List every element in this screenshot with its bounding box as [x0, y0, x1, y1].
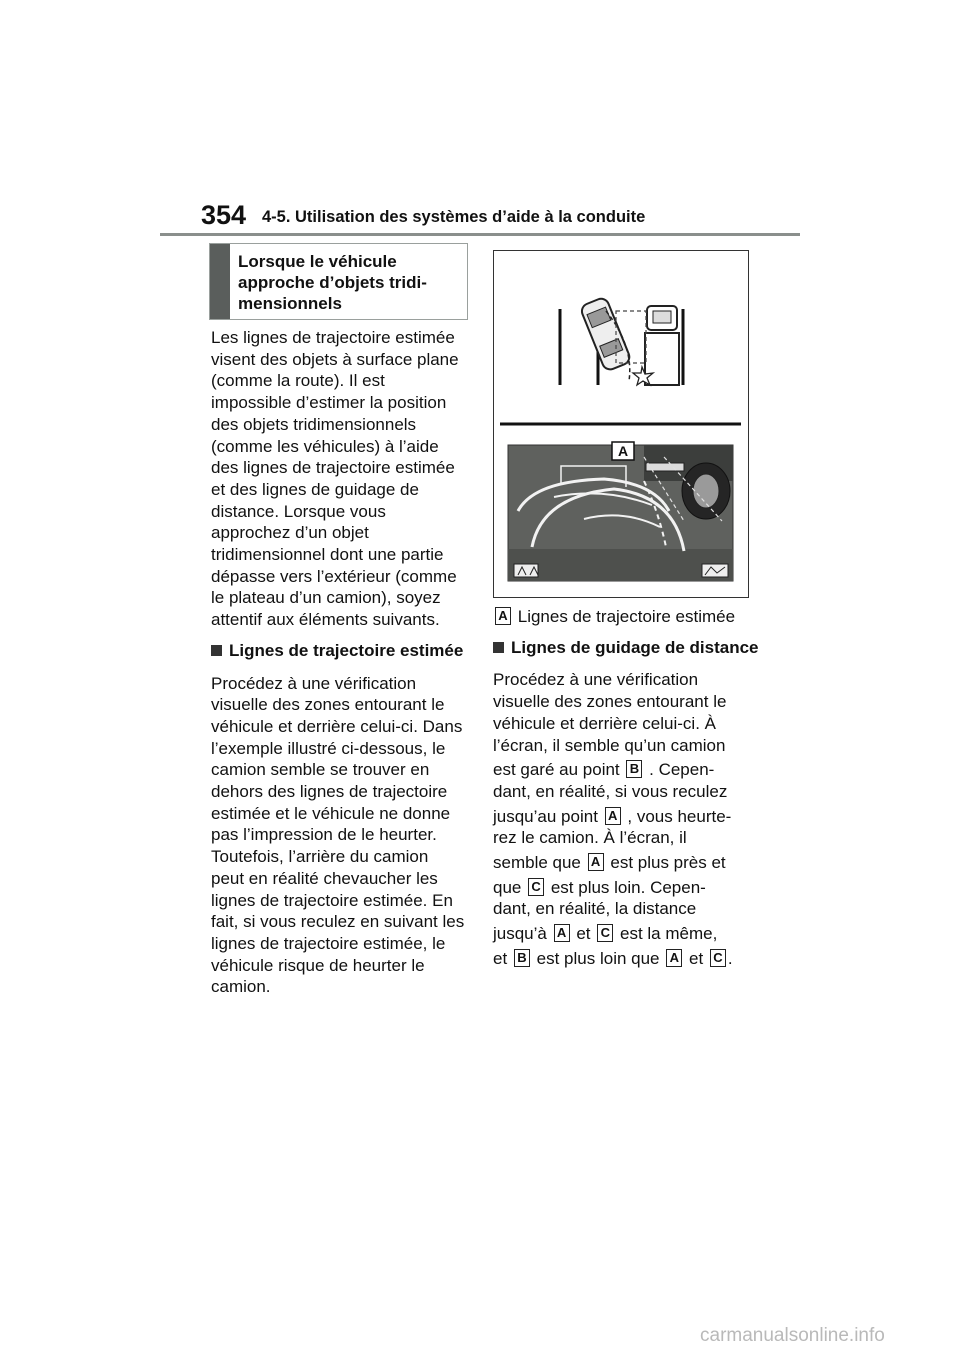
- section-title-line: approche d’objets tridi-: [238, 273, 427, 292]
- text-fragment: que: [493, 877, 522, 897]
- illustration-svg: [494, 251, 748, 597]
- subheading-trajectory: [211, 640, 466, 662]
- text-fragment: jusqu’au point: [493, 806, 598, 826]
- text-line: l’écran, il semble qu’un camion: [493, 735, 726, 755]
- parking-scene: [560, 296, 683, 385]
- text-fragment: et: [689, 948, 704, 968]
- text-line: visuelle des zones entourant le: [493, 692, 727, 712]
- letter-c-marker: C: [597, 924, 613, 942]
- text-line: [493, 948, 763, 970]
- letter-c-marker: C: [528, 878, 544, 896]
- text-line: [493, 806, 763, 828]
- square-bullet-icon: [211, 645, 222, 656]
- figure-caption: [493, 606, 763, 628]
- text-fragment: et: [493, 948, 508, 968]
- section-title: [238, 251, 427, 314]
- text-fragment: semble que: [493, 853, 581, 873]
- text-line: dant, en réalité, la distance: [493, 899, 697, 919]
- subheading-trajectory-text: Lignes de trajectoire estimée: [229, 640, 464, 660]
- text-line: [493, 759, 763, 781]
- text-fragment: est plus loin. Cepen-: [550, 877, 706, 897]
- distance-paragraph: [493, 669, 763, 969]
- letter-a-marker: A: [605, 807, 621, 825]
- square-bullet-icon: [493, 642, 504, 653]
- rear-camera-illustration: [493, 250, 749, 598]
- section-title-bar: [210, 244, 230, 319]
- letter-c-marker: C: [710, 949, 726, 967]
- text-line: rez le camion. À l’écran, il: [493, 828, 687, 848]
- text-fragment: . Cepen-: [649, 760, 715, 780]
- intro-paragraph: Les lignes de trajectoire estimée visent des objets à surface plane (comme la route). Il est impossible d’estimer la position des objets tridimensionnels (comme les véhicules) à l’aide des lignes de trajectoire estimée et des lignes de guidage de distance. Lorsque vous approchez d’un objet tridimensionnel dont une partie dépasse vers l’extérieur (comme le plateau d’un camion), soyez attentif aux éléments suivants.: [211, 328, 459, 630]
- text-fragment: et: [576, 924, 591, 944]
- trajectory-paragraph: Procédez à une vérification visuelle des zones entourant le véhicule et derrière celui-ci. Dans l’exemple illustré ci-dessous, le camion semble se trouver en dehors des lignes de trajectoire estimée et le véhicule ne donne pas l’impression de le heurter. Toutefois, l’arrière du camion peut en réalité chevaucher les lignes de trajectoire estimée. En fait, si vous reculez en suivant les lignes de trajectoire estimée, le véhicule risque de heurter le camion.: [211, 673, 465, 997]
- text-fragment: jusqu’à: [493, 924, 547, 944]
- letter-a-marker: A: [588, 853, 604, 871]
- text-fragment: est la même,: [620, 924, 718, 944]
- section-title-box: [209, 243, 468, 320]
- page-header-title: 4-5. Utilisation des systèmes d’aide à la conduite: [262, 208, 646, 226]
- text-fragment: est garé au point: [493, 760, 620, 780]
- right-column: [493, 606, 763, 970]
- callout-a-label: A: [617, 443, 629, 459]
- subheading-distance-text: Lignes de guidage de distance: [511, 637, 759, 657]
- text-line: Procédez à une vérification: [493, 670, 699, 690]
- letter-a-marker: A: [554, 924, 570, 942]
- text-fragment: est plus près et: [610, 853, 726, 873]
- letter-b-marker: B: [514, 949, 530, 967]
- left-column: [211, 327, 466, 998]
- section-title-line: mensionnels: [238, 294, 342, 313]
- text-line: [493, 877, 763, 899]
- page-number: 354: [201, 200, 247, 230]
- section-title-line: Lorsque le véhicule: [238, 252, 397, 271]
- text-line: [493, 923, 763, 945]
- text-fragment: .: [727, 948, 733, 968]
- figure-caption-text: Lignes de trajectoire estimée: [517, 607, 736, 626]
- camera-screen: [508, 442, 733, 581]
- letter-a-marker: A: [666, 949, 682, 967]
- text-fragment: est plus loin que: [536, 948, 660, 968]
- header-divider: [160, 233, 800, 236]
- subheading-distance: [493, 637, 763, 659]
- text-line: [493, 852, 763, 874]
- letter-b-marker: B: [626, 760, 642, 778]
- text-fragment: , vous heurte-: [627, 806, 732, 826]
- text-line: dant, en réalité, si vous reculez: [493, 781, 728, 801]
- letter-a-marker: A: [495, 607, 511, 625]
- watermark: carmanualsonline.info: [700, 1325, 885, 1346]
- text-line: véhicule et derrière celui-ci. À: [493, 713, 716, 733]
